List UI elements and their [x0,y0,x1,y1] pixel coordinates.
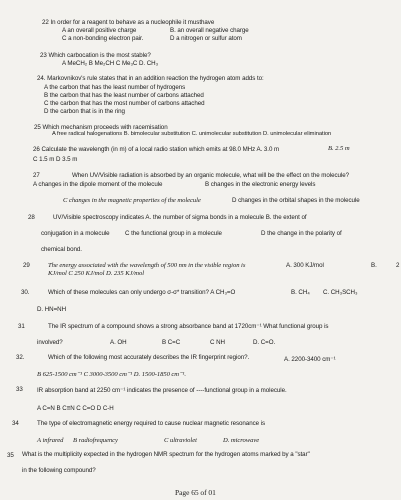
q24-option-d: D the carbon that is in the ring [44,108,125,115]
q31-option-d: D. C=O. [253,339,276,346]
q28-option-c2: C the functional group in a molecule [125,230,222,237]
q30-option-d: D. HN=NH [37,306,66,313]
q24-option-a: A the carbon that has the least number of hydrogens [44,84,186,91]
q35-number: 35 [7,452,14,459]
q29-option-b-value: 2 [396,262,400,269]
q24-text: 24. Markovnikov's rule states that in an addition reaction the hydrogen atom adds to: [37,75,264,82]
q32-number: 32. [16,354,25,361]
q34-option-a: A infrared [37,437,64,444]
q23-text: 23 Which carbocation is the most stable? [40,52,151,59]
q22-text: 22 In order for a reagent to behave as a nucleophile it musthave [42,19,215,26]
q24-option-b: B the carbon that has the least number of carbons attached [44,92,204,99]
q31-text-2: involved? [37,339,63,346]
q26-text: 26 Calculate the wavelength (in m) of a local radio station which emits at 98.0 MHz A. 3.0 m [33,146,280,153]
q34-number: 34 [12,420,19,427]
q22-option-b: B. an overall negative charge [170,27,249,34]
q25-text: 25 Which mechanism proceeds with racemisation [34,124,168,131]
q29-option-cd: KJ/mol C 250 KJ/mol D. 235 KJ/mol [48,270,144,277]
q34-option-d: D. microwave [223,437,260,444]
q27-text: When UV/Visible radiation is absorbed by an organic molecule, what will be the effect on the molecule? [72,172,350,179]
q30-text: Which of these molecules can only undergo σ-σ* transition? A CH₃=O [48,289,236,296]
q33-options: A C=N B C≡N C C=O D C-H [37,405,114,412]
page-number: Page 65 of 01 [175,488,216,497]
q32-text: Which of the following most accurately describes the IR fingerprint region?. [48,354,250,361]
q35-text-2: in the following compound? [22,467,96,474]
q27-option-c: C changes in the magnetic properties of the molecule [63,197,201,204]
q24-option-c: C the carbon that has the most number of carbons attached [44,100,205,107]
q26-option-b: B. 2.5 m [328,145,350,152]
q29-text: The energy associated with the wavelength of 500 nm in the visible region is [48,262,246,269]
q29-number: 29 [23,262,30,269]
q28-tail: chemical bond. [41,246,82,253]
q31-option-b: B C=C [162,339,181,346]
q22-option-c: C a non-bonding electron pair. [62,35,144,42]
q28-option-c: conjugation in a molecule [41,230,110,237]
q23-options: A MeCH₂ B Me₂CH C Me₃C D. CH₃ [62,60,159,67]
q26-options-cd: C 1.5 m D 3.5 m [33,156,78,163]
q31-option-c: C NH [210,339,225,346]
q31-number: 31 [18,323,25,330]
q35-text: What is the multiplicity expected in the hydrogen NMR spectrum for the hydrogen atoms marked by a "star" [22,451,310,458]
q28-number: 28 [28,214,35,221]
q31-option-a: A. OH [110,339,127,346]
q31-text: The IR spectrum of a compound shows a strong absorbance band at 1720cm⁻¹ What functional group is [48,323,329,330]
q27-option-a: A changes in the dipole moment of the molecule [33,181,163,188]
q34-option-c: C ultraviolet [164,437,197,444]
q33-number: 33 [16,386,23,393]
q30-number: 30. [21,289,30,296]
q27-number: 27 [33,172,40,179]
q32-options-bcd: B 625-1500 cm⁻¹ C 3000-3500 cm⁻¹ D. 1500-1850 cm⁻¹. [37,371,186,378]
q30-option-c: C. CH₃SCH₃ [323,289,358,296]
q25-options: A free radical halogenations B. bimolecular substitution C. unimolecular substitution D. unimolecular elimination [52,131,332,137]
q29-option-a: A. 300 KJ/mol [286,262,324,269]
q27-option-b: B changes in the electronic energy levels [205,181,316,188]
q32-option-a: A. 2200-3400 cm⁻¹ [284,356,336,363]
q22-option-a: A an overall positive charge [62,27,137,34]
q28-option-d: D the change in the polarity of [261,230,342,237]
q22-option-d: D a nitrogen or sulfur atom [170,35,242,42]
q34-option-b: B radiofrequency [73,437,118,444]
q34-text: The type of electromagnetic energy required to cause nuclear magnetic resonance is [37,420,266,427]
q27-option-d: D changes in the orbital shapes in the molecule [232,197,360,204]
q30-option-b: B. CH₄ [291,289,310,296]
q33-text: IR absorption band at 2250 cm⁻¹ indicates the presence of ----functional group in a molecule. [37,387,287,394]
q29-option-b: B. [371,262,377,269]
q28-text: UV/Visible spectroscopy indicates A. the number of sigma bonds in a molecule B. the extent of [53,214,307,221]
